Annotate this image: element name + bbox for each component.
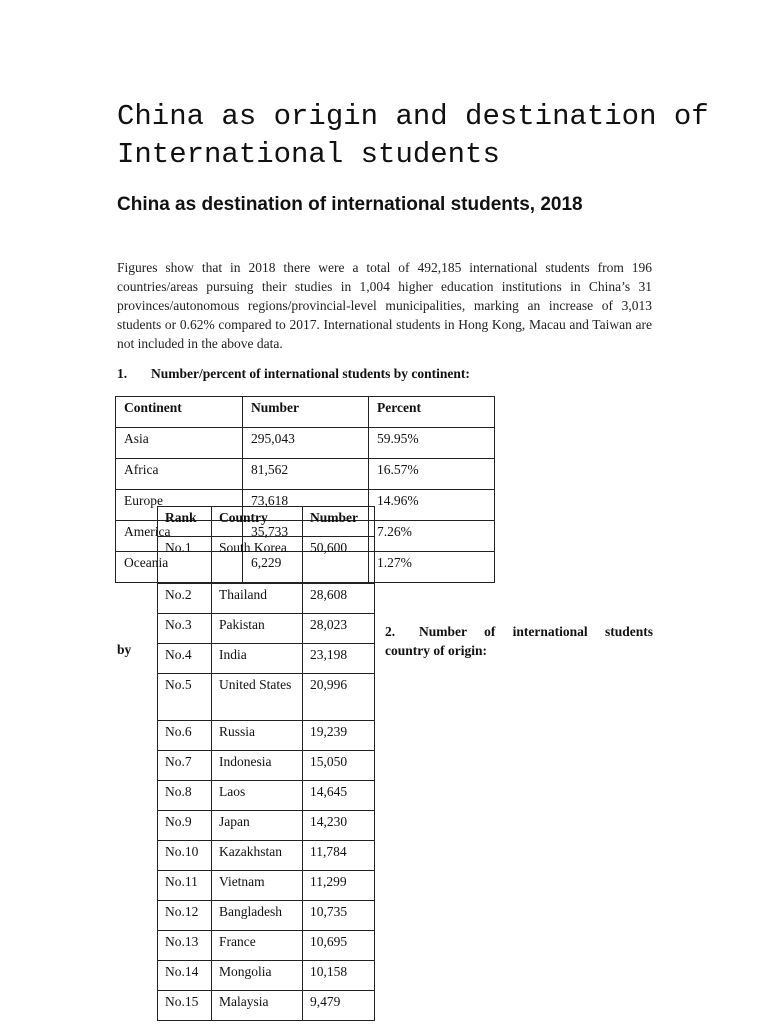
table-row [158, 751, 375, 781]
table-row [116, 428, 495, 459]
table-cell: Oceania [116, 552, 243, 583]
table-cell: Asia [116, 428, 243, 459]
table-cell: No.5 [158, 674, 212, 721]
table-row [116, 459, 495, 490]
header-cell: Number [243, 397, 369, 428]
table-cell: 20,996 [303, 674, 375, 721]
table-cell: India [212, 644, 303, 674]
header-cell: Rank [158, 507, 212, 537]
intro-paragraph: Figures show that in 2018 there were a total of 492,185 international students from 196 countries/areas pursuing their studies in 1,004 higher education institutions in China’s 31 provinces/autonomous regions/provincial-level municipalities, marking an increase of 3,013 students or 0.62% compared to 2017. International students in Hong Kong, Macau and Taiwan are not included in the above data. [117, 260, 652, 351]
table-cell: 14.96% [369, 490, 495, 521]
table-cell: 23,198 [303, 644, 375, 674]
table-cell: No.14 [158, 961, 212, 991]
section-1-heading [117, 366, 637, 382]
header-cell: Country [212, 507, 303, 537]
table-cell: 73,618 [243, 490, 369, 521]
table-row [158, 811, 375, 841]
table-cell: 11,299 [303, 871, 375, 901]
table-cell: No.15 [158, 991, 212, 1021]
table-cell: 11,784 [303, 841, 375, 871]
section-1-number: 1. [117, 366, 128, 381]
table-row [158, 644, 375, 674]
header-cell: Continent [116, 397, 243, 428]
table-row [158, 841, 375, 871]
header-cell: Percent [369, 397, 495, 428]
table-cell: Kazakhstan [212, 841, 303, 871]
table-header-row [158, 507, 375, 537]
section-1-title: Number/percent of international students by continent: [151, 366, 470, 381]
table-row [158, 537, 375, 584]
table-cell: 50,600 [303, 537, 375, 584]
table-cell: Laos [212, 781, 303, 811]
table-cell: Indonesia [212, 751, 303, 781]
table-cell: No.12 [158, 901, 212, 931]
table-cell: Pakistan [212, 614, 303, 644]
table-cell: No.10 [158, 841, 212, 871]
table-cell: Mongolia [212, 961, 303, 991]
table-cell: 35,733 [243, 521, 369, 552]
table-cell: No.1 [158, 537, 212, 584]
table-cell: America [116, 521, 243, 552]
table-cell: No.9 [158, 811, 212, 841]
table-cell: 28,023 [303, 614, 375, 644]
table-row [158, 871, 375, 901]
table-cell: Malaysia [212, 991, 303, 1021]
table-cell: 81,562 [243, 459, 369, 490]
table-cell: 6,229 [243, 552, 369, 583]
section-heading: China as destination of international students, 2018 [117, 194, 583, 215]
table-row [158, 674, 375, 721]
table-cell: Vietnam [212, 871, 303, 901]
table-cell: No.7 [158, 751, 212, 781]
table-cell: Thailand [212, 584, 303, 614]
table-row [158, 721, 375, 751]
table-cell: South Korea [212, 537, 303, 584]
table-cell: No.13 [158, 931, 212, 961]
page-title: China as origin and destination of International students [117, 100, 709, 171]
table-cell: Russia [212, 721, 303, 751]
table-cell: 10,735 [303, 901, 375, 931]
table-cell: 19,239 [303, 721, 375, 751]
table-row [158, 781, 375, 811]
country-table [157, 506, 375, 1021]
table-cell: No.8 [158, 781, 212, 811]
table-cell: No.3 [158, 614, 212, 644]
table-cell: France [212, 931, 303, 961]
table-cell: No.6 [158, 721, 212, 751]
table-cell: 10,695 [303, 931, 375, 961]
header-cell: Number [303, 507, 375, 537]
table-cell: 59.95% [369, 428, 495, 459]
table-cell: United States [212, 674, 303, 721]
table-cell: 10,158 [303, 961, 375, 991]
table-row [158, 991, 375, 1021]
table-row [158, 614, 375, 644]
section-2-heading [385, 622, 653, 660]
table-cell: 295,043 [243, 428, 369, 459]
table-row [158, 931, 375, 961]
table-cell: Africa [116, 459, 243, 490]
table-cell: 15,050 [303, 751, 375, 781]
table-cell: Japan [212, 811, 303, 841]
section-2-number: 2. [385, 624, 396, 639]
table-cell: 1.27% [369, 552, 495, 583]
table-cell: 14,645 [303, 781, 375, 811]
table-row [158, 584, 375, 614]
table-cell: 7.26% [369, 521, 495, 552]
section-2-title: Number of international students country of origin: [385, 624, 653, 658]
table-cell: No.2 [158, 584, 212, 614]
table-cell: 28,608 [303, 584, 375, 614]
table-row [158, 901, 375, 931]
table-header-row [116, 397, 495, 428]
section-2-by-fragment: by [117, 642, 132, 657]
table-cell: Europe [116, 490, 243, 521]
table-row [158, 961, 375, 991]
table-cell: No.11 [158, 871, 212, 901]
table-cell: Bangladesh [212, 901, 303, 931]
table-cell: 9,479 [303, 991, 375, 1021]
table-cell: No.4 [158, 644, 212, 674]
table-cell: 14,230 [303, 811, 375, 841]
table-cell: 16.57% [369, 459, 495, 490]
